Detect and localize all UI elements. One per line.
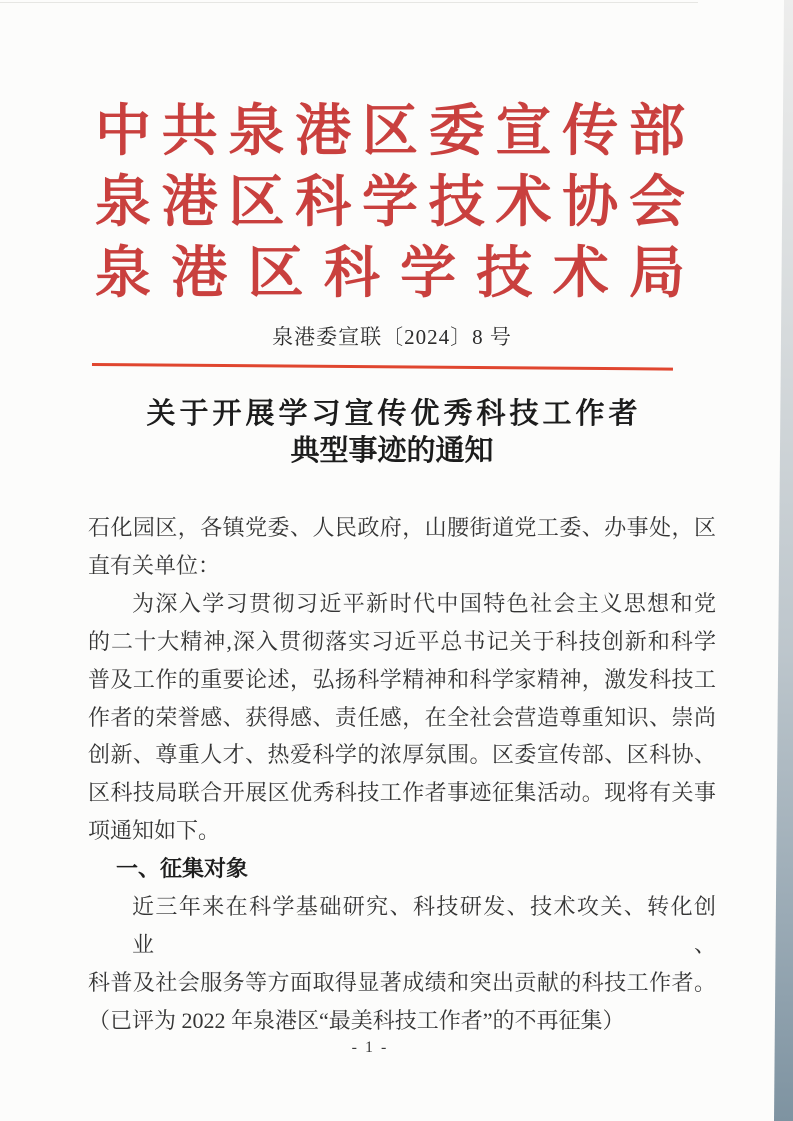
body-line: 作者的荣誉感、获得感、责任感，在全社会营造尊重知识、崇尚	[88, 704, 716, 730]
body-line: 为深入学习贯彻习近平新时代中国特色社会主义思想和党	[132, 590, 716, 616]
letterhead-org-line: 中共泉港区委宣传部	[95, 101, 685, 163]
document-number: 泉港委宣联〔2024〕8 号	[272, 325, 512, 349]
scan-page-edge	[773, 0, 793, 1121]
document-title-line: 典型事迹的通知	[290, 435, 494, 467]
body-line: 近三年来在科学基础研究、科技研发、技术攻关、转化创业、	[132, 894, 716, 957]
body-line: 普及工作的重要论述，弘扬科学精神和科学家精神，激发科技工	[88, 666, 716, 692]
letterhead-red-rule	[92, 363, 673, 371]
letterhead-org-block	[95, 97, 685, 310]
body-line: （已评为 2022 年泉港区“最美科技工作者”的不再征集）	[88, 1007, 625, 1033]
body-line: 的二十大精神,深入贯彻落实习近平总书记关于科技创新和科学	[88, 628, 716, 654]
document-title	[0, 396, 784, 470]
body-line: 石化园区，各镇党委、人民政府，山腰街道党工委、办事处，区	[88, 515, 716, 540]
letterhead-org-line: 泉港区科学技术局	[95, 243, 685, 305]
body-line: 项通知如下。	[88, 818, 221, 844]
body-line: 直有关单位：	[88, 552, 221, 578]
page-number: - 1 -	[351, 1039, 389, 1056]
body-line: 创新、尊重人才、热爱科学的浓厚氛围。区委宣传部、区科协、	[88, 742, 716, 768]
body-line: 区科技局联合开展区优秀科技工作者事迹征集活动。现将有关事	[88, 780, 716, 806]
scan-top-edge	[0, 2, 698, 3]
letterhead-org-line: 泉港区科学技术协会	[95, 172, 685, 234]
document-title-line: 关于开展学习宣传优秀科技工作者	[146, 398, 642, 430]
body-line: 一、征集对象	[116, 856, 249, 882]
document-body	[88, 509, 716, 1040]
body-line: 科普及社会服务等方面取得显著成绩和突出贡献的科技工作者。	[88, 969, 716, 995]
